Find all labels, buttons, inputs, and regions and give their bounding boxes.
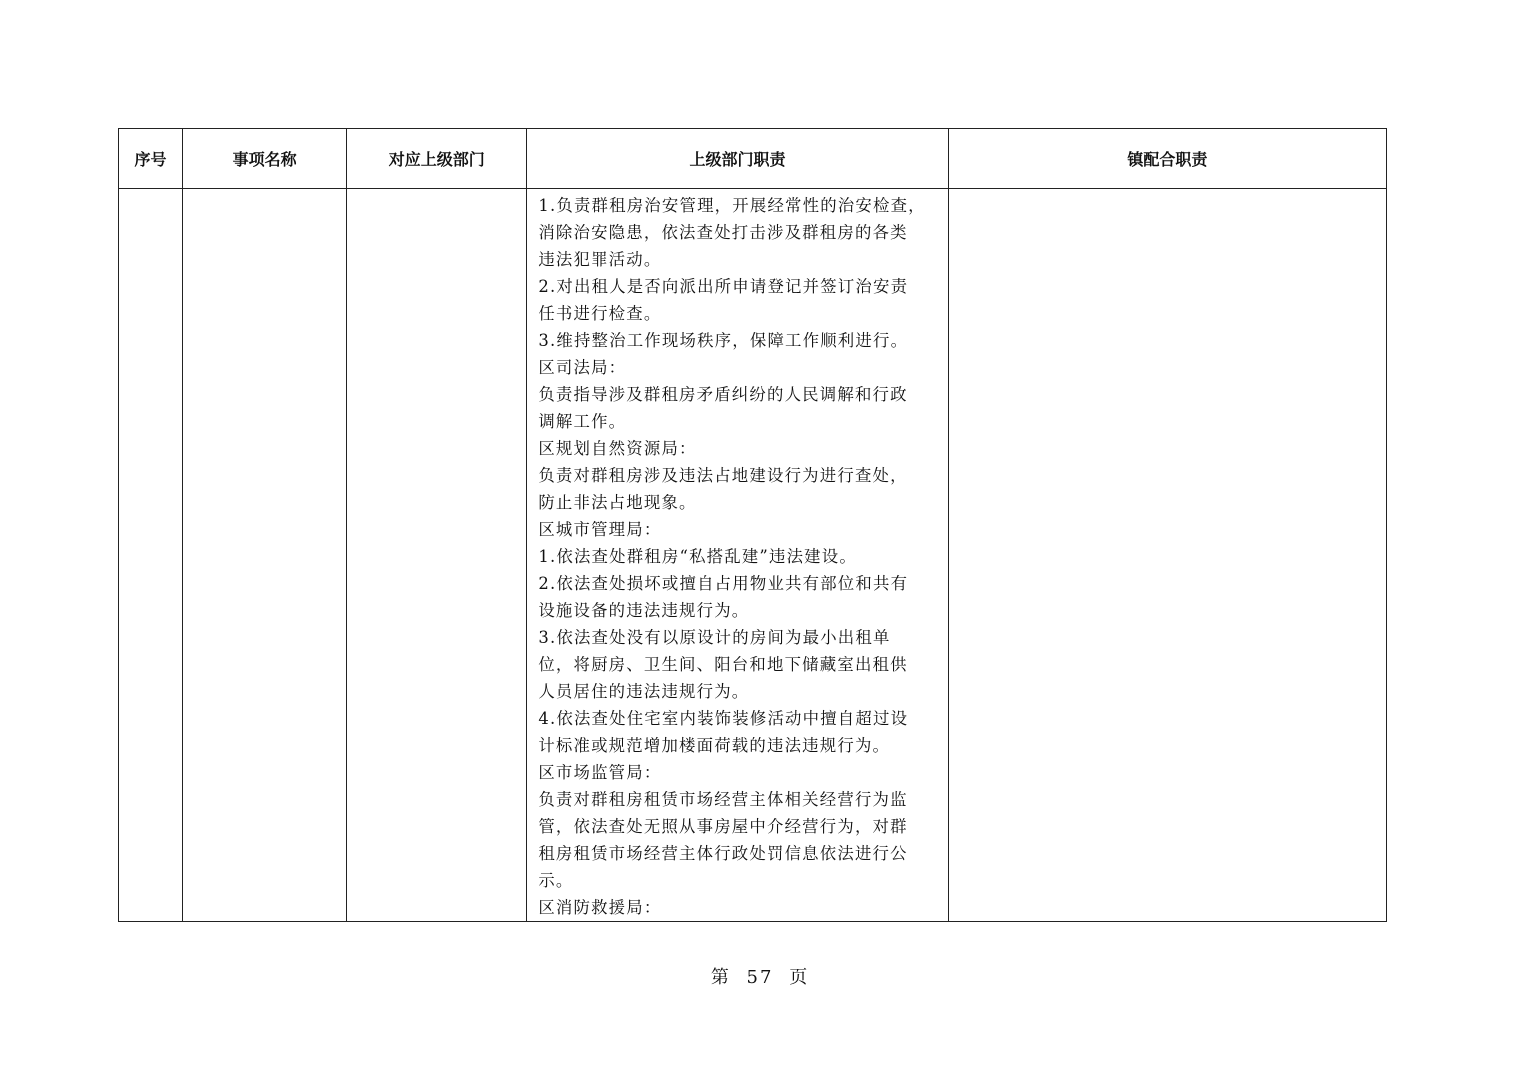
duty-line: 4.依法查处住宅室内装饰装修活动中擅自超过设 — [538, 709, 909, 728]
header-num: 序号 — [119, 129, 183, 189]
duty-line: 区司法局： — [538, 358, 627, 377]
header-town-duty: 镇配合职责 — [948, 129, 1386, 189]
duty-line: 3.依法查处没有以原设计的房间为最小出租单 — [538, 628, 891, 647]
header-upper-duty: 上级部门职责 — [527, 129, 948, 189]
duty-line: 任书进行检查。 — [538, 304, 662, 323]
duty-line: 负责对群租房租赁市场经营主体相关经营行为监 — [538, 790, 908, 809]
header-row — [119, 129, 1387, 189]
duty-line: 区规划自然资源局： — [538, 439, 697, 458]
upper-duty-text — [538, 192, 939, 921]
duty-line: 负责指导涉及群租房矛盾纠纷的人民调解和行政 — [538, 385, 908, 404]
duty-line: 1.依法查处群租房“私搭乱建”违法建设。 — [538, 547, 857, 566]
footer-suffix: 页 — [789, 967, 810, 988]
duty-line: 人员居住的违法违规行为。 — [538, 682, 750, 701]
duty-line: 2.对出租人是否向派出所申请登记并签订治安责 — [538, 277, 909, 296]
duty-line: 管，依法查处无照从事房屋中介经营行为，对群 — [538, 817, 908, 836]
duty-line: 设施设备的违法违规行为。 — [538, 601, 750, 620]
duty-line: 区市场监管局： — [538, 763, 662, 782]
duty-line: 租房租赁市场经营主体行政处罚信息依法进行公 — [538, 844, 908, 863]
cell-upper-dept — [347, 189, 527, 922]
table-row — [119, 189, 1387, 922]
footer-prefix: 第 — [710, 967, 731, 988]
duty-line: 区城市管理局： — [538, 520, 662, 539]
duty-line: 位，将厨房、卫生间、阳台和地下储藏室出租供 — [538, 655, 908, 674]
header-item-name: 事项名称 — [183, 129, 347, 189]
cell-item-name — [183, 189, 347, 922]
duty-line: 示。 — [538, 871, 574, 890]
duty-line: 区消防救援局： — [538, 898, 662, 917]
header-upper-dept: 对应上级部门 — [347, 129, 527, 189]
duty-line: 2.依法查处损坏或擅自占用物业共有部位和共有 — [538, 574, 909, 593]
duty-line: 消除治安隐患，依法查处打击涉及群租房的各类 — [538, 223, 908, 242]
duty-line: 3.维持整治工作现场秩序，保障工作顺利进行。 — [538, 331, 909, 350]
duty-line: 计标准或规范增加楼面荷载的违法违规行为。 — [538, 736, 891, 755]
cell-upper-duty — [527, 189, 948, 922]
cell-town-duty — [948, 189, 1386, 922]
duty-line: 调解工作。 — [538, 412, 627, 431]
duty-line: 负责对群租房涉及违法占地建设行为进行查处， — [538, 466, 908, 485]
page-footer — [0, 963, 1520, 989]
duty-line: 1.负责群租房治安管理，开展经常性的治安检查， — [538, 196, 926, 215]
duty-line: 违法犯罪活动。 — [538, 250, 662, 269]
page-number: 57 — [746, 967, 774, 988]
duty-table — [118, 128, 1387, 922]
cell-num — [119, 189, 183, 922]
duty-line: 防止非法占地现象。 — [538, 493, 697, 512]
